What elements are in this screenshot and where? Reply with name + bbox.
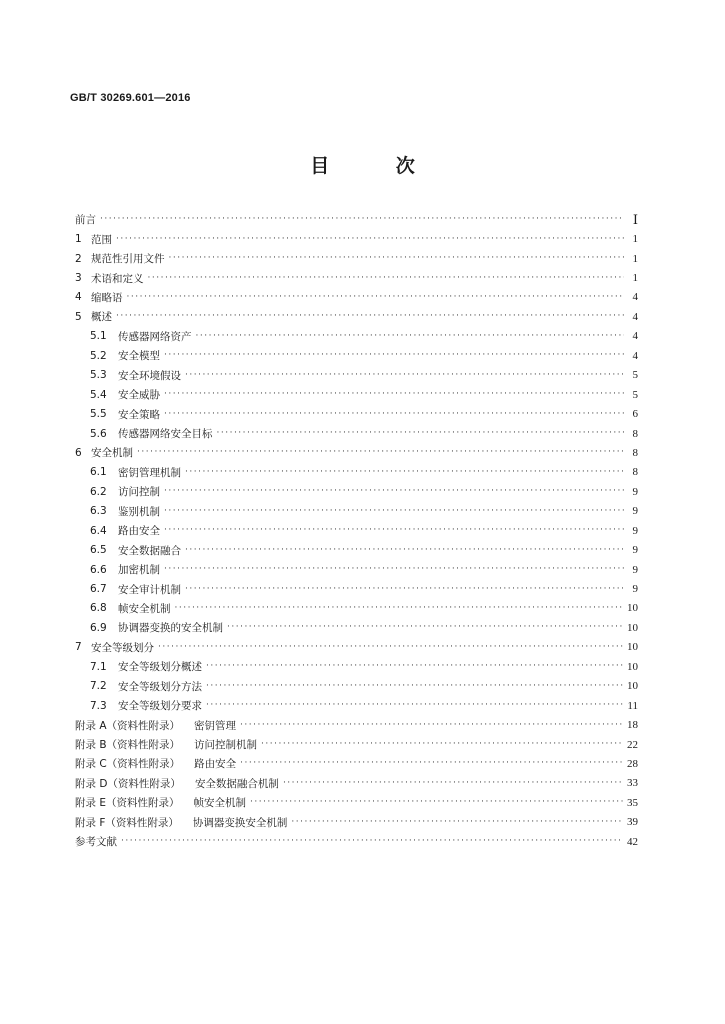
toc-page-number: 28 — [627, 757, 638, 770]
toc-entry[interactable] — [75, 754, 638, 773]
toc-page-number: 4 — [632, 349, 638, 362]
toc-leader-dots — [164, 410, 624, 419]
toc-entry-number: 7.2 — [90, 680, 107, 693]
toc-entry-label: 传感器网络安全目标 — [118, 428, 213, 441]
toc-page-number: 5 — [632, 369, 638, 382]
toc-entry[interactable] — [75, 735, 638, 754]
toc-entry-label: 路由安全 — [194, 758, 237, 771]
toc-entry[interactable] — [75, 482, 638, 501]
toc-leader-dots — [185, 585, 624, 594]
toc-page-number: 10 — [627, 621, 638, 634]
toc-leader-dots — [185, 546, 624, 555]
toc-annex-tag: 附录 E（资料性附录） — [75, 797, 180, 810]
toc-page-number: 10 — [627, 602, 638, 615]
toc-page-number: 33 — [627, 777, 638, 790]
toc-entry-label: 安全模型 — [118, 350, 160, 363]
toc-annex-tag: 附录 F（资料性附录） — [75, 816, 179, 829]
toc-entry-label: 帧安全机制 — [118, 602, 171, 615]
toc-entry[interactable] — [75, 715, 638, 734]
toc-entry-label: 路由安全 — [118, 525, 160, 538]
toc-annex-tag: 附录 B（资料性附录） — [75, 739, 181, 752]
toc-entry[interactable] — [75, 618, 638, 637]
toc-leader-dots — [291, 818, 623, 827]
toc-entry-label: 鉴别机制 — [118, 505, 160, 518]
toc-leader-dots — [158, 643, 623, 652]
toc-entry-number: 7.3 — [90, 699, 107, 712]
toc-entry[interactable] — [75, 793, 638, 812]
toc-entry[interactable] — [75, 268, 638, 287]
toc-entry-number: 1 — [75, 233, 82, 246]
toc-annex-tag: 附录 C（资料性附录） — [75, 758, 181, 771]
toc-entry-label: 传感器网络资产 — [118, 330, 192, 343]
toc-entry-number: 3 — [75, 272, 82, 285]
toc-entry[interactable] — [75, 424, 638, 443]
toc-page-number: Ⅰ — [632, 211, 638, 227]
toc-page-number: 35 — [627, 796, 638, 809]
toc-entry-label: 安全环境假设 — [118, 369, 181, 382]
toc-page-number: 1 — [632, 252, 638, 265]
toc-entry[interactable] — [75, 404, 638, 423]
toc-entry[interactable] — [75, 229, 638, 248]
toc-leader-dots — [164, 487, 624, 496]
toc-page-number: 11 — [627, 699, 638, 712]
toc-leader-dots — [116, 312, 624, 321]
toc-entry-label: 访问控制 — [118, 486, 160, 499]
toc-entry[interactable] — [75, 579, 638, 598]
toc-leader-dots — [175, 604, 624, 613]
toc-page-number: 4 — [632, 310, 638, 323]
toc-leader-dots — [121, 837, 623, 846]
toc-entry[interactable] — [75, 385, 638, 404]
toc-entry-number: 6.9 — [90, 621, 107, 634]
page-title: 目 次 — [310, 155, 445, 177]
toc-entry[interactable] — [75, 463, 638, 482]
toc-entry-label: 访问控制机制 — [194, 739, 258, 752]
toc-leader-dots — [206, 701, 623, 710]
toc-leader-dots — [127, 293, 625, 302]
toc-entry-label: 安全等级划分要求 — [118, 700, 202, 713]
toc-page-number: 9 — [632, 544, 638, 557]
toc-entry-number: 5.4 — [90, 388, 107, 401]
toc-entry-label: 规范性引用文件 — [91, 253, 165, 266]
toc-leader-dots — [206, 662, 623, 671]
toc-entry-label: 帧安全机制 — [193, 797, 246, 810]
toc-entry-number: 7.1 — [90, 660, 107, 673]
toc-entry[interactable] — [75, 599, 638, 618]
toc-entry[interactable] — [75, 696, 638, 715]
toc-leader-dots — [100, 215, 624, 224]
toc-page-number: 9 — [632, 524, 638, 537]
toc-leader-dots — [148, 274, 625, 283]
toc-entry-label: 前言 — [75, 214, 96, 227]
toc-leader-dots — [164, 390, 624, 399]
toc-leader-dots — [283, 779, 623, 788]
toc-entry-label: 安全数据融合 — [118, 544, 181, 557]
toc-entry-number: 6.5 — [90, 544, 107, 557]
toc-entry-label: 密钥管理机制 — [118, 466, 181, 479]
toc-entry[interactable] — [75, 346, 638, 365]
toc-entry-label: 安全策略 — [118, 408, 160, 421]
toc-annex-tag: 附录 A（资料性附录） — [75, 719, 181, 732]
toc-leader-dots — [164, 565, 624, 574]
toc-entry[interactable] — [75, 327, 638, 346]
toc-page-number: 8 — [632, 446, 638, 459]
toc-leader-dots — [164, 507, 624, 516]
toc-entry[interactable] — [75, 540, 638, 559]
toc-page-number: 42 — [627, 835, 638, 848]
toc-entry-number: 6.2 — [90, 485, 107, 498]
toc-entry[interactable] — [75, 443, 638, 462]
toc-entry-number: 6.7 — [90, 583, 107, 596]
toc-entry-label: 密钥管理 — [194, 719, 237, 732]
toc-page-number: 10 — [627, 660, 638, 673]
toc-entry-label: 缩略语 — [91, 291, 123, 304]
toc-entry-label: 安全机制 — [91, 447, 133, 460]
toc-page-number: 9 — [632, 583, 638, 596]
toc-leader-dots — [240, 759, 623, 768]
toc-entry[interactable] — [75, 560, 638, 579]
toc-entry-number: 5 — [75, 310, 82, 323]
toc-entry-number: 2 — [75, 252, 82, 265]
toc-entry-number: 6.4 — [90, 524, 107, 537]
toc-entry[interactable] — [75, 288, 638, 307]
toc-annex-tag: 附录 D（资料性附录） — [75, 777, 181, 790]
toc-entry-label: 安全等级划分 — [91, 641, 154, 654]
toc-page-number: 4 — [632, 330, 638, 343]
toc-leader-dots — [164, 351, 624, 360]
toc-leader-dots — [206, 682, 623, 691]
toc-leader-dots — [240, 721, 623, 730]
toc-page-number: 18 — [627, 719, 638, 732]
toc-page-number: 10 — [627, 680, 638, 693]
toc-leader-dots — [250, 798, 623, 807]
toc-entry-number: 6.1 — [90, 466, 107, 479]
toc-entry[interactable] — [75, 657, 638, 676]
toc-page-number: 5 — [632, 388, 638, 401]
toc-page-number: 8 — [632, 466, 638, 479]
toc-entry[interactable] — [75, 249, 638, 268]
toc-entry-label: 安全等级划分方法 — [118, 680, 202, 693]
toc-entry-number: 5.5 — [90, 408, 107, 421]
toc-entry-number: 5.6 — [90, 427, 107, 440]
toc-entry[interactable] — [75, 774, 638, 793]
toc-leader-dots — [116, 235, 624, 244]
toc-entry[interactable] — [75, 307, 638, 326]
toc-page-number: 9 — [632, 485, 638, 498]
toc-entry[interactable] — [75, 813, 638, 832]
toc-leader-dots — [196, 332, 625, 341]
toc-leader-dots — [169, 254, 625, 263]
toc-entry-number: 6.3 — [90, 505, 107, 518]
toc-entry[interactable] — [75, 521, 638, 540]
toc-entry-label: 协调器变换安全机制 — [192, 816, 288, 829]
toc-entry[interactable] — [75, 638, 638, 657]
toc-entry-number: 5.3 — [90, 369, 107, 382]
toc-entry[interactable] — [75, 832, 638, 851]
toc-entry[interactable] — [75, 677, 638, 696]
toc-entry-label: 安全审计机制 — [118, 583, 181, 596]
toc-page-number: 6 — [632, 408, 638, 421]
toc-entry-number: 6.8 — [90, 602, 107, 615]
toc-leader-dots — [217, 429, 625, 438]
toc-page-number: 1 — [632, 233, 638, 246]
toc-entry-number: 6.6 — [90, 563, 107, 576]
toc-leader-dots — [227, 623, 623, 632]
toc-leader-dots — [137, 448, 624, 457]
toc-page-number: 4 — [632, 291, 638, 304]
toc-leader-dots — [185, 371, 624, 380]
toc-page-number: 39 — [627, 816, 638, 829]
toc-page-number: 1 — [632, 272, 638, 285]
toc-entry[interactable] — [75, 502, 638, 521]
toc-page-number: 8 — [632, 427, 638, 440]
toc-entry-label: 概述 — [91, 311, 112, 324]
toc-entry-label: 协调器变换的安全机制 — [118, 622, 223, 635]
toc-entry-number: 5.1 — [90, 330, 107, 343]
toc-entry-number: 7 — [75, 641, 82, 654]
toc-entry-label: 安全数据融合机制 — [194, 777, 279, 790]
toc-entry-number: 5.2 — [90, 349, 107, 362]
toc-entry-number: 6 — [75, 446, 82, 459]
toc-entry-label: 参考文献 — [75, 836, 117, 849]
toc-entry-label: 安全等级划分概述 — [118, 661, 202, 674]
toc-page-number: 22 — [627, 738, 638, 751]
standard-code: GB/T 30269.601—2016 — [70, 92, 191, 104]
table-of-contents — [75, 210, 638, 851]
toc-entry[interactable] — [75, 210, 638, 229]
toc-entry-number: 4 — [75, 291, 82, 304]
toc-entry-label: 安全威胁 — [118, 389, 160, 402]
toc-leader-dots — [185, 468, 624, 477]
toc-leader-dots — [261, 740, 623, 749]
toc-entry-label: 术语和定义 — [91, 272, 144, 285]
toc-entry[interactable] — [75, 366, 638, 385]
toc-page-number: 9 — [632, 563, 638, 576]
toc-entry-label: 加密机制 — [118, 564, 160, 577]
toc-leader-dots — [164, 526, 624, 535]
toc-page-number: 9 — [632, 505, 638, 518]
toc-page-number: 10 — [627, 641, 638, 654]
toc-entry-label: 范围 — [91, 233, 112, 246]
